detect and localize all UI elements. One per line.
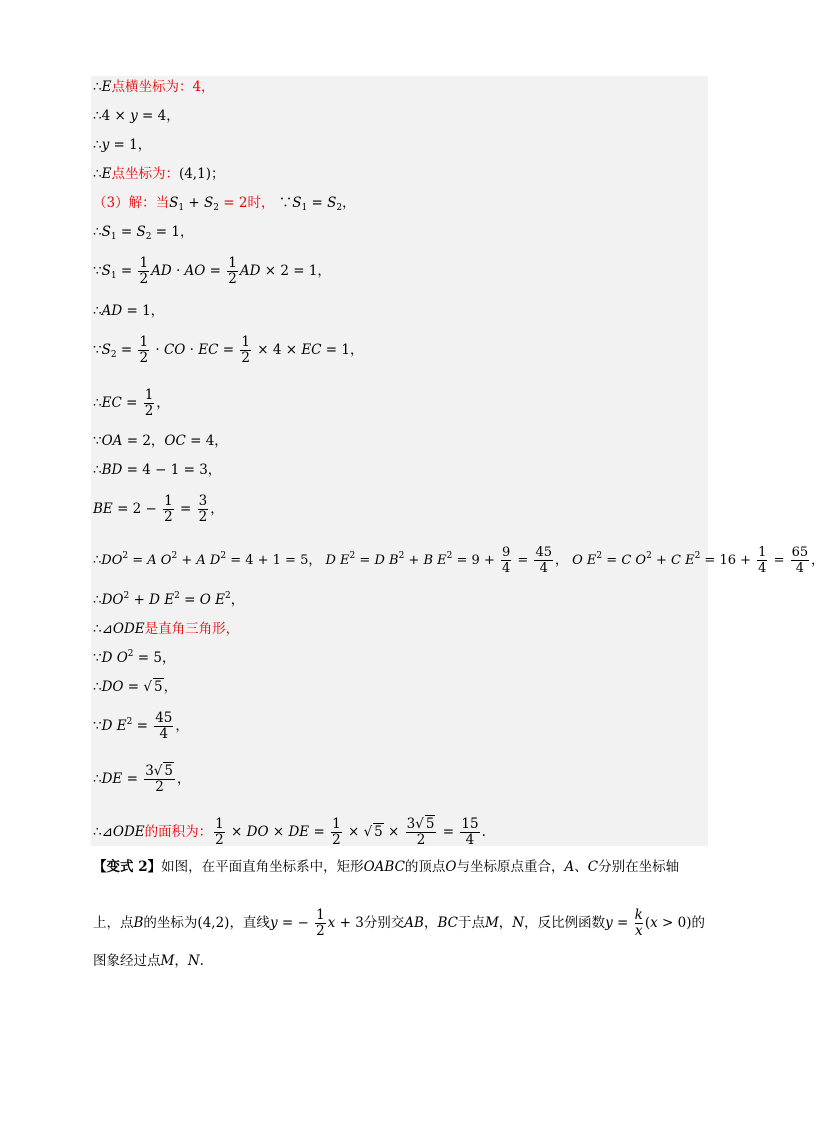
solution-line-15: [93, 591, 244, 609]
text: 上，点: [93, 915, 134, 931]
numerator: [406, 817, 437, 833]
therefore-symbol: ∴: [93, 166, 102, 182]
text: ，: [498, 915, 513, 931]
numerator: 9: [501, 545, 511, 560]
text: = 9 +: [452, 553, 499, 568]
text: ×: [383, 824, 404, 840]
numerator: 1: [758, 545, 767, 560]
text: ，反比例函数: [524, 915, 606, 931]
var-ec: EC: [301, 342, 322, 358]
var-a: A: [564, 859, 575, 875]
denominator: 4: [501, 561, 511, 576]
text: =: [307, 195, 328, 211]
text: =: [309, 824, 330, 840]
var-oabc: OABC: [363, 859, 405, 875]
var-ec: EC: [198, 342, 219, 358]
denominator: 2: [332, 832, 341, 848]
text: 如图，在平面直角坐标系中，矩形: [161, 859, 364, 875]
because-symbol: ∵: [93, 650, 102, 666]
fraction: [144, 388, 155, 419]
text: =: [218, 342, 239, 358]
text: ，: [176, 771, 191, 787]
var-do: DO: [101, 592, 124, 608]
text: .: [199, 953, 204, 969]
therefore-symbol: ∴: [93, 137, 102, 153]
solution-line-13: [93, 494, 224, 525]
var-ad: A D: [196, 553, 221, 568]
var-y: y: [101, 137, 110, 153]
numerator: 1: [139, 255, 149, 271]
superscript: 2: [398, 551, 405, 561]
text: 点横坐标为：4，: [111, 79, 215, 95]
fraction: [791, 545, 810, 576]
numerator: 1: [241, 334, 250, 350]
text: = 4，: [185, 433, 228, 449]
text: ×: [268, 824, 289, 840]
subscript: 2: [213, 203, 219, 213]
radical-sign: √: [153, 763, 163, 779]
superscript: 2: [646, 551, 652, 561]
text: ，: [163, 679, 178, 695]
var-ad: AD: [151, 263, 172, 279]
radicand: 5: [164, 763, 173, 779]
text: =: [121, 395, 142, 411]
text: =: [122, 771, 143, 787]
var-oe: O E: [572, 553, 597, 568]
denominator: 4: [465, 832, 475, 848]
text: 的坐标为: [143, 915, 198, 931]
text: > 0): [657, 915, 692, 931]
radical-sign: √: [415, 816, 424, 832]
var-m: M: [484, 915, 499, 931]
numerator: 1: [164, 493, 173, 509]
fraction: [163, 494, 174, 525]
variant-label: 【变式 2】: [93, 859, 162, 875]
solution-line-11: [93, 432, 228, 450]
superscript: 2: [126, 717, 133, 727]
var-s: S: [101, 263, 111, 279]
numerator: k: [634, 907, 643, 923]
therefore-symbol: ∴: [93, 224, 102, 240]
text: =: [116, 342, 137, 358]
text: +: [177, 553, 197, 568]
var-n: N: [512, 915, 525, 931]
solution-line-9: [93, 335, 363, 366]
radicand: 5: [425, 816, 435, 832]
numerator: 1: [332, 816, 341, 832]
var-m: M: [160, 953, 175, 969]
solution-line-10: [93, 388, 170, 419]
superscript: 2: [224, 591, 231, 601]
denominator: 2: [144, 403, 154, 419]
var-y: y: [269, 915, 278, 931]
text: ×: [226, 824, 247, 840]
text: 于点: [457, 915, 485, 931]
solution-line-4: [93, 165, 224, 183]
text: ，: [175, 718, 189, 734]
text: 图象经过点: [93, 953, 161, 969]
fraction: [534, 545, 553, 576]
text: 、: [574, 859, 588, 875]
radical-sign: √: [143, 679, 153, 695]
solution-line-5: [93, 194, 356, 212]
radicand: 5: [154, 679, 163, 695]
denominator: 4: [539, 561, 548, 576]
numerator: 65: [791, 545, 809, 560]
var-x: x: [650, 915, 658, 931]
variant-line-3: [93, 952, 204, 970]
therefore-symbol: ∴: [93, 553, 102, 568]
text: 与坐标原点重合，: [456, 859, 565, 875]
therefore-symbol: ∴: [93, 462, 102, 478]
var-ao: A O: [147, 553, 172, 568]
var-b: B: [133, 915, 144, 931]
var-y: y: [605, 915, 613, 931]
text: +: [184, 195, 204, 211]
fraction: [315, 908, 326, 939]
var-ao: AO: [184, 263, 206, 279]
text: .: [481, 824, 486, 840]
because-symbol: ∵: [93, 342, 102, 358]
numerator: 3: [198, 493, 208, 509]
var-de: D E: [101, 718, 127, 734]
var-e: E: [101, 79, 112, 95]
text: ，: [210, 501, 224, 517]
var-y: y: [130, 108, 138, 124]
therefore-symbol: ∴: [93, 824, 102, 840]
text: = 4，: [137, 108, 180, 124]
subscript: 2: [336, 203, 343, 213]
text: = 16 +: [700, 553, 756, 568]
var-x: x: [327, 915, 336, 931]
subscript: 2: [110, 350, 117, 360]
variant-line-1: [93, 858, 679, 876]
text: = 1，: [109, 137, 152, 153]
fraction: [240, 335, 251, 366]
therefore-symbol: ∴: [93, 621, 102, 637]
fraction: [214, 817, 225, 848]
denominator: 2: [215, 832, 224, 848]
var-oc: OC: [164, 433, 186, 449]
numerator: 15: [461, 816, 479, 832]
fraction: [138, 335, 149, 366]
var-ad: AD: [239, 263, 261, 279]
denominator: x: [634, 923, 643, 939]
text: 是直角三角形，: [144, 621, 240, 637]
var-bd: BD: [101, 462, 123, 478]
var-ce: C E: [670, 553, 695, 568]
radical-sign: √: [363, 824, 373, 840]
therefore-symbol: ∴: [93, 679, 102, 695]
var-do: DO: [246, 824, 269, 840]
text: + 3分别交: [335, 915, 405, 931]
variant-line-2: [93, 908, 705, 939]
subscript: 2: [145, 232, 152, 242]
var-e: E: [101, 166, 112, 182]
sqrt: [364, 824, 384, 840]
coordinate: (4,2): [197, 915, 230, 931]
text: = 1，: [151, 224, 194, 240]
fraction: [198, 494, 209, 525]
denominator: 4: [159, 726, 169, 742]
text: ，直线: [229, 915, 270, 931]
therefore-symbol: ∴: [93, 771, 102, 787]
var-ode: ODE: [112, 621, 145, 637]
var-ad: AD: [101, 303, 123, 319]
fraction: [331, 817, 342, 848]
text: ，: [554, 553, 568, 568]
numerator: 1: [215, 816, 224, 832]
var-de: DE: [101, 771, 123, 787]
solution-line-8: [93, 302, 164, 320]
sqrt: [143, 679, 163, 695]
denominator: 2: [228, 271, 237, 287]
text: 分别在坐标轴: [598, 859, 680, 875]
text: 点坐标为：: [111, 166, 179, 182]
denominator: 2: [241, 350, 250, 366]
solution-line-21: [93, 817, 486, 848]
numerator: 1: [316, 907, 325, 923]
text: ·: [151, 342, 164, 358]
because-symbol: ∵: [278, 195, 293, 211]
fraction: [227, 256, 238, 287]
var-ec: EC: [101, 395, 122, 411]
numerator: 1: [139, 334, 149, 350]
text: =: [602, 553, 622, 568]
text: = 2时，: [218, 195, 275, 211]
solution-line-1: [93, 78, 215, 96]
var-de: D E: [149, 592, 175, 608]
text: +: [651, 553, 671, 568]
solution-line-17: [93, 649, 176, 667]
text: =: [355, 553, 375, 568]
text: ×: [343, 824, 364, 840]
var-do: DO: [101, 553, 123, 568]
superscript: 2: [122, 551, 129, 561]
because-symbol: ∵: [93, 263, 102, 279]
var-do: DO: [101, 679, 124, 695]
text: = −: [277, 915, 314, 931]
denominator: 2: [164, 509, 173, 525]
var-o: O: [445, 859, 457, 875]
text: +: [404, 553, 424, 568]
subscript: 1: [110, 271, 117, 281]
denominator: 2: [155, 779, 164, 795]
var-s: S: [169, 195, 179, 211]
solution-line-12: [93, 461, 221, 479]
text: (4,1)；: [178, 166, 225, 182]
solution-line-7: [93, 256, 331, 287]
radicand: 5: [374, 824, 383, 840]
text: ，: [174, 953, 188, 969]
text: = 4 − 1 = 3，: [122, 462, 222, 478]
denominator: 2: [416, 832, 426, 848]
text: = 5，: [133, 650, 176, 666]
denominator: 2: [139, 271, 149, 287]
text: ，: [342, 195, 356, 211]
text: =: [179, 592, 200, 608]
solution-line-2: [93, 107, 180, 125]
numerator: 45: [535, 545, 552, 560]
coefficient: 3: [145, 763, 154, 779]
text: =: [128, 553, 148, 568]
solution-line-16: [93, 620, 239, 638]
text: = 2 −: [112, 501, 162, 517]
text: = 1，: [122, 303, 165, 319]
var-db: D B: [374, 553, 399, 568]
text: 的: [691, 915, 705, 931]
var-be: B E: [423, 553, 447, 568]
fraction: [460, 817, 479, 848]
triangle-icon: ⊿: [101, 621, 113, 637]
fraction: [144, 764, 175, 795]
text: ，: [230, 592, 245, 608]
therefore-symbol: ∴: [93, 592, 102, 608]
var-n: N: [187, 953, 200, 969]
var-c: C: [587, 859, 599, 875]
solution-line-3: [93, 136, 151, 154]
var-bc: BC: [437, 915, 458, 931]
text: = 2，: [122, 433, 165, 449]
var-co: C O: [621, 553, 647, 568]
var-s: S: [292, 195, 302, 211]
superscript: 2: [127, 649, 134, 659]
text: =: [513, 553, 533, 568]
text: = 1，: [321, 342, 364, 358]
text: ，: [156, 395, 170, 411]
fraction: [154, 711, 173, 742]
subscript: 1: [178, 203, 185, 213]
superscript: 2: [174, 591, 180, 601]
var-oe: O E: [199, 592, 225, 608]
numerator: 45: [155, 710, 173, 726]
text: × 2 = 1，: [260, 263, 331, 279]
therefore-symbol: ∴: [93, 79, 102, 95]
var-s: S: [203, 195, 214, 211]
fraction: [406, 817, 437, 848]
triangle-icon: ⊿: [101, 824, 113, 840]
denominator: 4: [795, 561, 805, 576]
subscript: 1: [301, 203, 308, 213]
denominator: 4: [758, 561, 767, 576]
text: =: [116, 224, 137, 240]
text: +: [129, 592, 150, 608]
fraction: [635, 908, 643, 939]
text: =: [769, 553, 789, 568]
denominator: 2: [316, 923, 325, 939]
text: ，: [423, 915, 438, 931]
text: =: [116, 263, 137, 279]
text: × 4 ×: [252, 342, 302, 358]
numerator: [144, 764, 175, 780]
superscript: 2: [446, 551, 453, 561]
superscript: 2: [220, 551, 227, 561]
text: 的面积为：: [144, 824, 213, 840]
text: =: [132, 718, 153, 734]
solution-line-19: [93, 711, 189, 742]
because-symbol: ∵: [93, 718, 102, 734]
fraction: [501, 545, 511, 576]
text: =: [612, 915, 633, 931]
var-de: D E: [325, 553, 350, 568]
solution-line-18: [93, 678, 177, 696]
var-co: CO: [163, 342, 186, 358]
denominator: 2: [139, 350, 149, 366]
var-do: D O: [101, 650, 128, 666]
superscript: 2: [123, 591, 130, 601]
because-symbol: ∵: [93, 433, 102, 449]
therefore-symbol: ∴: [93, 395, 102, 411]
subscript: 1: [110, 232, 117, 242]
var-be: BE: [93, 501, 113, 517]
var-oa: OA: [101, 433, 123, 449]
text: ·: [185, 342, 199, 358]
text: ，: [811, 553, 824, 568]
text: 的顶点: [404, 859, 446, 875]
solution-line-14: [93, 545, 824, 576]
numerator: 1: [228, 255, 237, 271]
var-s: S: [327, 195, 337, 211]
superscript: 2: [171, 551, 178, 561]
denominator: 2: [198, 509, 208, 525]
var-de: DE: [288, 824, 310, 840]
var-ab: AB: [404, 915, 424, 931]
fraction: [138, 256, 149, 287]
therefore-symbol: ∴: [93, 303, 102, 319]
var-s: S: [136, 224, 146, 240]
fraction: [757, 545, 767, 576]
numerator: 1: [144, 387, 154, 403]
var-ode: ODE: [112, 824, 145, 840]
var-s: S: [101, 224, 111, 240]
solution-line-6: [93, 223, 193, 241]
coefficient: 3: [406, 816, 416, 832]
superscript: 2: [596, 551, 603, 561]
text: =: [123, 679, 144, 695]
text: ∴4 ×: [93, 108, 131, 124]
text: =: [205, 263, 226, 279]
var-s: S: [101, 342, 111, 358]
text: （3）解：当: [93, 195, 170, 211]
text: ·: [171, 263, 185, 279]
text: (: [644, 915, 651, 931]
text: = 4 + 1 = 5，: [226, 553, 322, 568]
text: =: [438, 824, 459, 840]
text: =: [175, 501, 196, 517]
superscript: 2: [349, 551, 356, 561]
superscript: 2: [694, 551, 701, 561]
solution-line-20: [93, 764, 190, 795]
